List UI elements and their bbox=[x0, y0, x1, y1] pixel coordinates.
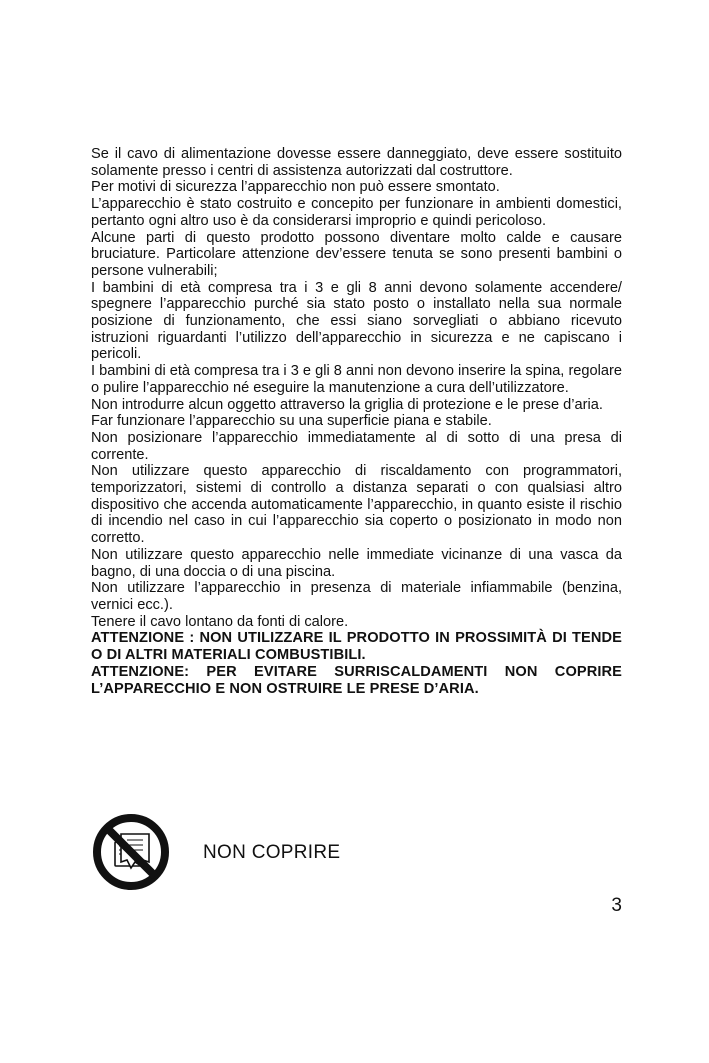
do-not-cover-label: NON COPRIRE bbox=[203, 842, 341, 863]
paragraph-1: Se il cavo di alimentazione dovesse essere danneggiato, deve essere sostituito solamente presso i centri di assistenza autorizzati dal costruttore. bbox=[91, 146, 622, 179]
paragraph-10: Non utilizzare questo apparecchio di riscaldamento con programmatori, temporizzatori, sistemi di controllo a distanza separati o con qualsiasi altro dispositivo che accenda automaticamente l’apparecchio, in quanto esiste il rischio di incendio nel caso in cui l’apparecchio sia coperto o posizionato in modo non corretto. bbox=[91, 463, 622, 547]
paragraph-7: Non introdurre alcun oggetto attraverso la griglia di protezione e le prese d’aria. bbox=[91, 396, 603, 413]
do-not-cover-icon bbox=[91, 812, 171, 892]
paragraph-12: Non utilizzare l’apparecchio in presenza di materiale infiammabile (benzina, vernici ecc.). bbox=[91, 580, 622, 613]
paragraph-13: Tenere il cavo lontano da fonti di calore. bbox=[91, 613, 349, 630]
paragraph-2: Per motivi di sicurezza l’apparecchio non può essere smontato. bbox=[91, 179, 500, 196]
safety-instructions bbox=[91, 146, 622, 697]
paragraph-9: Non posizionare l’apparecchio immediatamente al di sotto di una presa di corrente. bbox=[91, 429, 622, 463]
warning-combustibles: ATTENZIONE : NON UTILIZZARE IL PRODOTTO IN PROSSIMITÀ DI TENDE O DI ALTRI MATERIALI COMBUSTIBILI. bbox=[91, 630, 622, 664]
do-not-cover-pictogram bbox=[91, 812, 391, 896]
warning-do-not-cover: ATTENZIONE: PER EVITARE SURRISCALDAMENTI NON COPRIRE L’APPARECCHIO E NON OSTRUIRE LE PRESE D’ARIA. bbox=[91, 663, 622, 697]
paragraph-4: Alcune parti di questo prodotto possono diventare molto calde e causare bruciature. Particolare attenzione dev’essere tenuta se sono presenti bambini o persone vulnerabili; bbox=[91, 229, 622, 279]
paragraph-6: I bambini di età compresa tra i 3 e gli 8 anni non devono inserire la spina, regolare o pulire l’apparecchio né eseguire la manutenzione a cura dell’utilizzatore. bbox=[91, 363, 622, 396]
paragraph-5: I bambini di età compresa tra i 3 e gli 8 anni devono solamente accendere/ spegnere l’apparecchio purché sia stato posto o installato nella sua normale posizione di funzionamento, che essi siano sorvegliati o abbiano ricevuto istruzioni riguardanti l’utilizzo dell’apparecchio in sicurezza e ne capiscano i pericoli. bbox=[91, 279, 622, 363]
paragraph-3: L’apparecchio è stato costruito e concepito per funzionare in ambienti domestici, pertanto ogni altro uso è da considerarsi improprio e quindi pericoloso. bbox=[91, 196, 622, 229]
paragraph-8: Far funzionare l’apparecchio su una superficie piana e stabile. bbox=[91, 413, 492, 430]
paragraph-11: Non utilizzare questo apparecchio nelle immediate vicinanze di una vasca da bagno, di una doccia o di una piscina. bbox=[91, 546, 622, 580]
page-number: 3 bbox=[611, 895, 622, 916]
